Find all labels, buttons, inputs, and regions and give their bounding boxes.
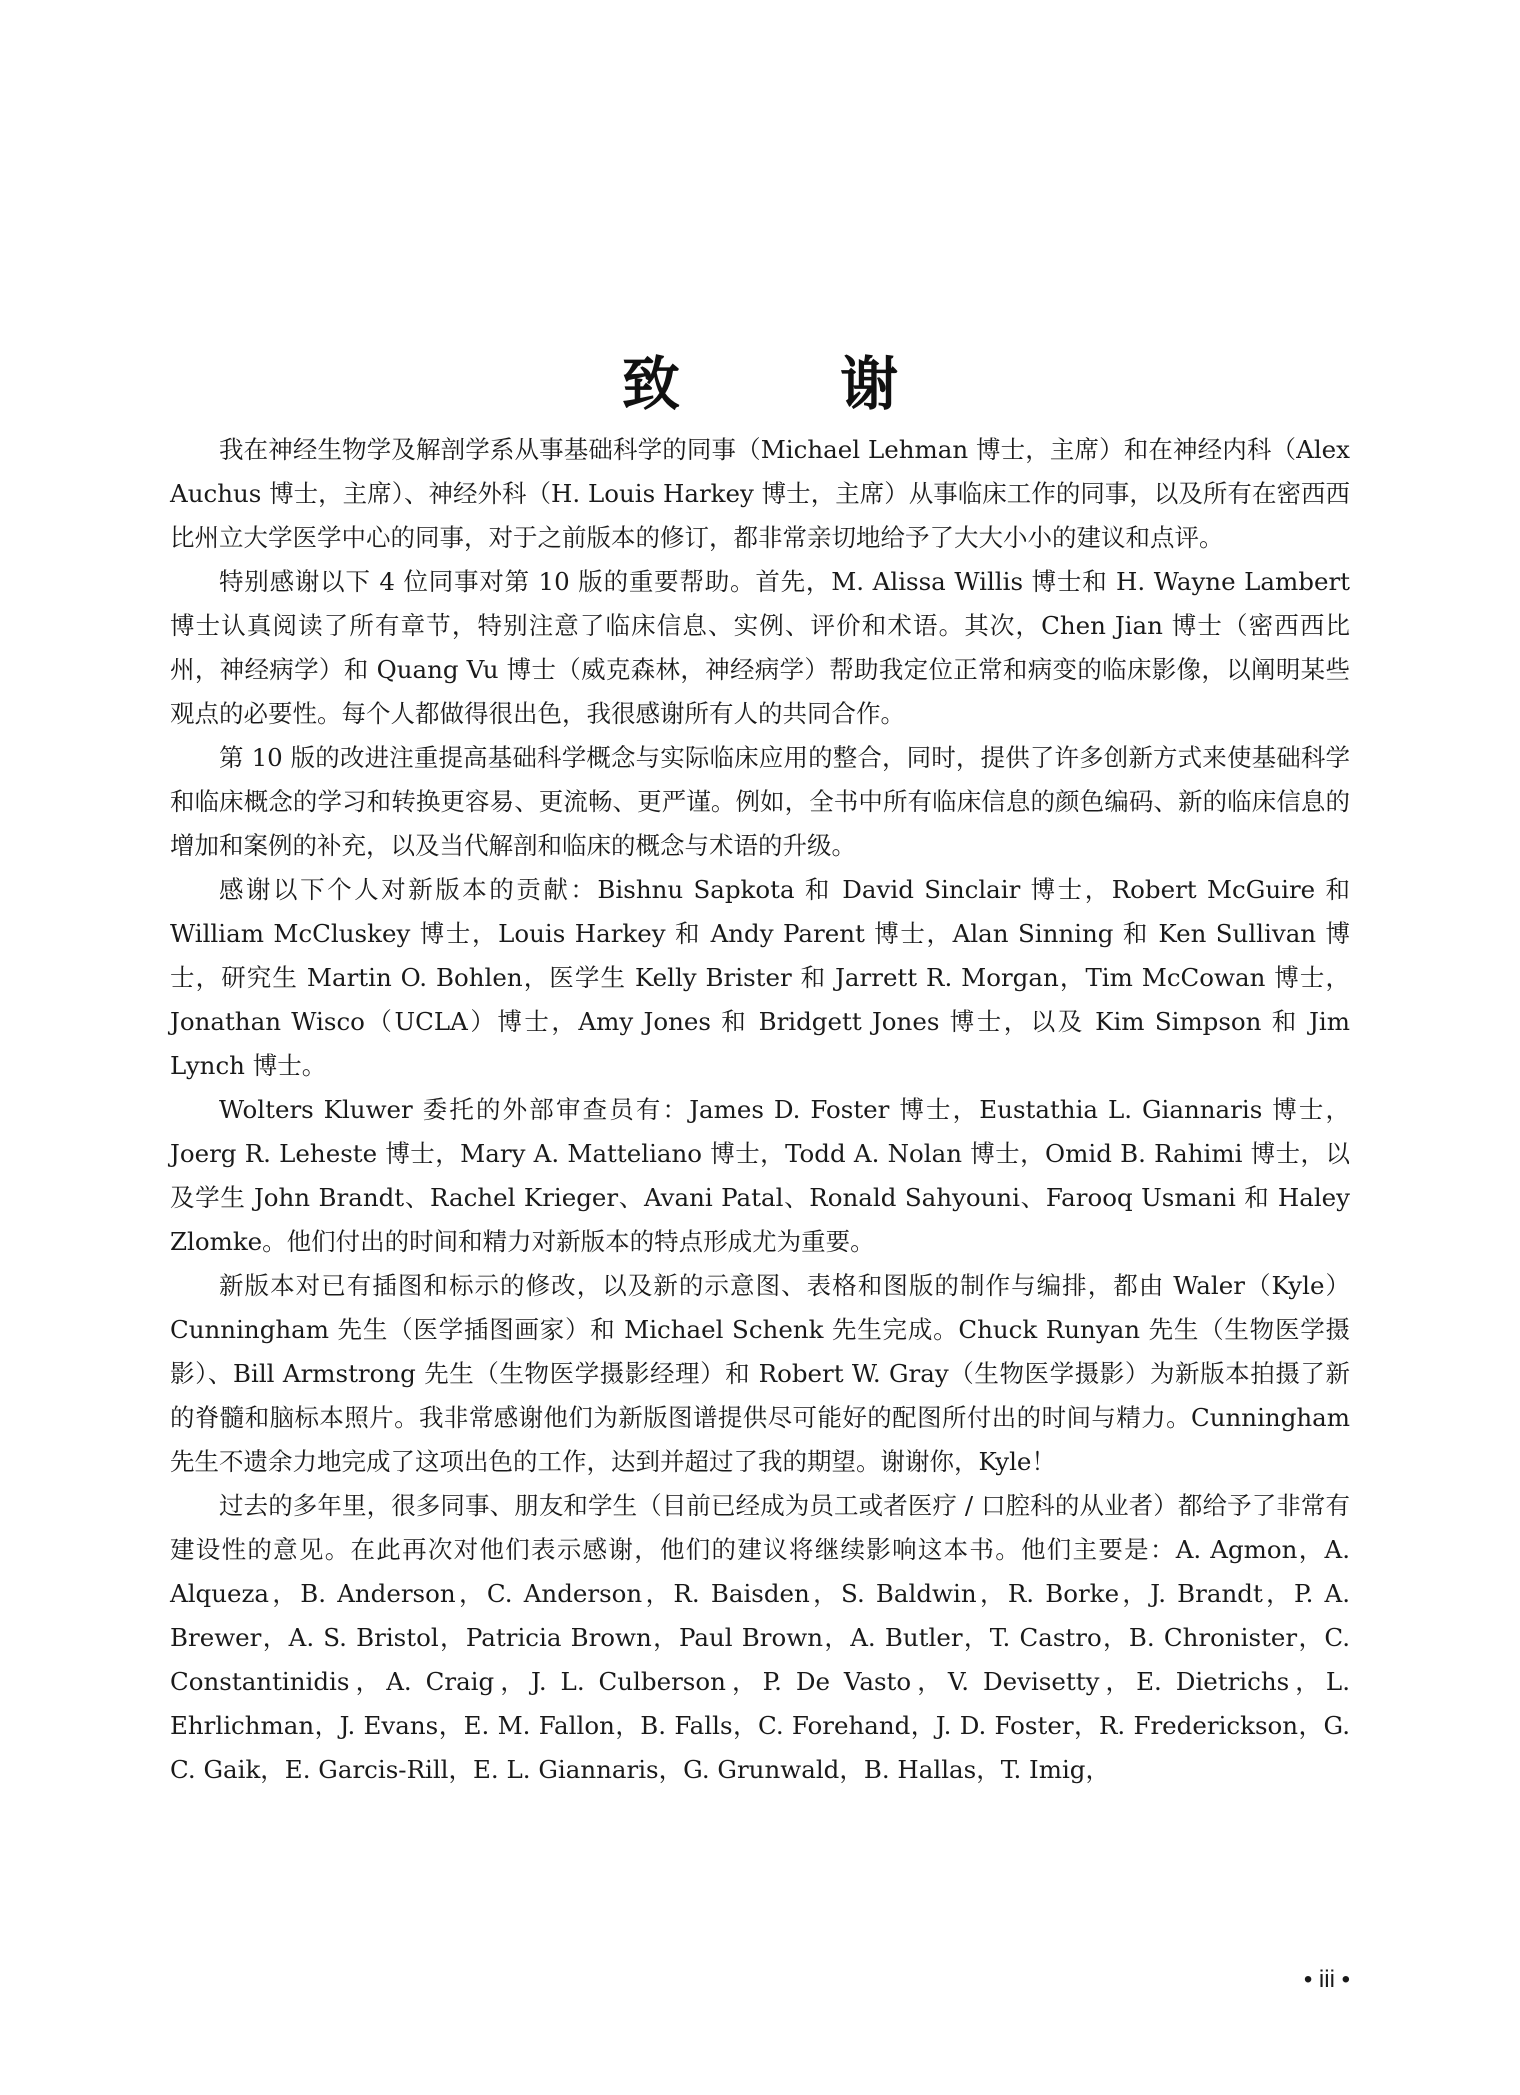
paragraph: 第 10 版的改进注重提高基础科学概念与实际临床应用的整合，同时，提供了许多创新方式来使基础科学和临床概念的学习和转换更容易、更流畅、更严谨。例如，全书中所有临床信息的颜色编码、新的临床信息的增加和案例的补充，以及当代解剖和临床的概念与术语的升级。 <box>170 743 1350 860</box>
page-title: 致 谢 <box>621 349 969 418</box>
paragraph: 特别感谢以下 4 位同事对第 10 版的重要帮助。首先，M. Alissa Willis 博士和 H. Wayne Lambert 博士认真阅读了所有章节，特别注意了临床信息、实例、评价和术语。其次，Chen Jian 博士（密西西比州，神经病学）和 Quang Vu 博士（威克森林，神经病学）帮助我定位正常和病变的临床影像，以阐明某些观点的必要性。每个人都做得很出色，我很感谢所有人的共同合作。 <box>170 567 1350 728</box>
paragraph: Wolters Kluwer 委托的外部审查员有：James D. Foster 博士，Eustathia L. Giannaris 博士，Joerg R. Leheste 博士，Mary A. Matteliano 博士，Todd A. Nolan 博士，Omid B. Rahimi 博士，以及学生 John Brandt、Rachel Krieger、Avani Patal、Ronald Sahyouni、Farooq Usmani 和 Haley Zlomke。他们付出的时间和精力对新版本的特点形成尤为重要。 <box>170 1095 1350 1256</box>
acknowledgements-body <box>170 428 1350 1792</box>
paragraph: 新版本对已有插图和标示的修改，以及新的示意图、表格和图版的制作与编排，都由 Waler（Kyle）Cunningham 先生（医学插图画家）和 Michael Schenk 先生完成。Chuck Runyan 先生（生物医学摄影）、Bill Armstrong 先生（生物医学摄影经理）和 Robert W. Gray（生物医学摄影）为新版本拍摄了新的脊髓和脑标本照片。我非常感谢他们为新版图谱提供尽可能好的配图所付出的时间与精力。Cunningham 先生不遗余力地完成了这项出色的工作，达到并超过了我的期望。谢谢你，Kyle！ <box>170 1271 1350 1476</box>
paragraph: 感谢以下个人对新版本的贡献：Bishnu Sapkota 和 David Sinclair 博士，Robert McGuire 和 William McCluskey 博士，Louis Harkey 和 Andy Parent 博士，Alan Sinning 和 Ken Sullivan 博士，研究生 Martin O. Bohlen，医学生 Kelly Brister 和 Jarrett R. Morgan，Tim McCowan 博士，Jonathan Wisco（UCLA）博士，Amy Jones 和 Bridgett Jones 博士，以及 Kim Simpson 和 Jim Lynch 博士。 <box>170 875 1350 1080</box>
paragraph: 我在神经生物学及解剖学系从事基础科学的同事（Michael Lehman 博士，主席）和在神经内科（Alex Auchus 博士，主席）、神经外科（H. Louis Harkey 博士，主席）从事临床工作的同事，以及所有在密西西比州立大学医学中心的同事，对于之前版本的修订，都非常亲切地给予了大大小小的建议和点评。 <box>170 435 1350 552</box>
page-number: • iii • <box>1303 1966 1350 1993</box>
paragraph: 过去的多年里，很多同事、朋友和学生（目前已经成为员工或者医疗 / 口腔科的从业者）都给予了非常有建设性的意见。在此再次对他们表示感谢，他们的建议将继续影响这本书。他们主要是：A. Agmon，A. Alqueza，B. Anderson，C. Anderson，R. Baisden，S. Baldwin，R. Borke，J. Brandt，P. A. Brewer，A. S. Bristol，Patricia Brown，Paul Brown，A. Butler，T. Castro，B. Chronister，C. Constantinidis，A. Craig，J. L. Culberson，P. De Vasto，V. Devisetty，E. Dietrichs，L. Ehrlichman，J. Evans，E. M. Fallon，B. Falls，C. Forehand，J. D. Foster，R. Frederickson，G. C. Gaik，E. Garcis-Rill，E. L. Giannaris，G. Grunwald，B. Hallas，T. Imig， <box>170 1491 1350 1784</box>
